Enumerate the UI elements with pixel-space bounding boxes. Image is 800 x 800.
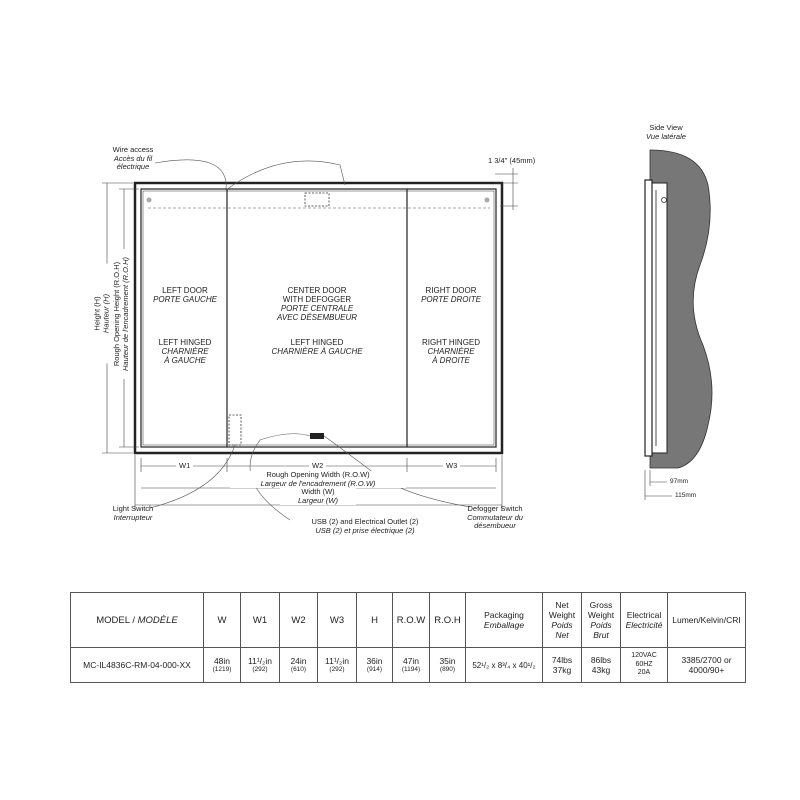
cell-lumen: 3385/2700 or 4000/90+ [668, 648, 746, 683]
cell-w1-mm: (292) [252, 666, 268, 673]
wire-access-fr-1: Accès du fil [113, 153, 153, 163]
width-label [280, 488, 356, 505]
row-en: Rough Opening Width (R.O.W) [266, 470, 370, 479]
hdr-h: H [357, 593, 393, 648]
hdr-net-1: Net [555, 600, 569, 610]
cell-w3 [318, 648, 357, 683]
roh-label [113, 249, 131, 379]
hdr-electrical-en: Electrical [626, 610, 662, 620]
right-door-label [408, 286, 494, 304]
light-switch-fr: Interrupteur [113, 512, 153, 522]
spec-table [70, 592, 746, 683]
cell-roh-mm: (890) [439, 666, 456, 673]
wire-access-box [305, 193, 329, 206]
usb-label [300, 518, 430, 535]
hdr-packaging [466, 593, 543, 648]
left-door-label [144, 286, 226, 304]
left-hinged-en: LEFT HINGED [158, 338, 212, 347]
hdr-w3: W3 [318, 593, 357, 648]
row-label [230, 471, 406, 488]
right-door-fr: PORTE DROITE [421, 295, 481, 304]
side-cabinet-front [645, 180, 652, 456]
cell-gross-lbs: 86lbs [590, 655, 612, 665]
hdr-row: R.O.W [393, 593, 430, 648]
spec-data-row [71, 648, 746, 683]
cell-w2 [280, 648, 318, 683]
cell-w-in: 48in [213, 656, 231, 666]
cell-w [204, 648, 241, 683]
cell-w2-mm: (610) [290, 666, 307, 673]
hdr-gross-fr-1: Poids [590, 620, 612, 630]
left-hinged-fr-1: CHARNIÈRE [161, 347, 209, 356]
cell-elec-1: 120VAC [631, 652, 657, 660]
cell-row-mm: (1194) [401, 666, 421, 673]
center-hinged-fr: CHARNIÈRE À GAUCHE [271, 347, 363, 356]
usb-fr: USB (2) et prise électrique (2) [315, 525, 415, 535]
wire-access-fr-2: électrique [116, 162, 150, 171]
cell-net-kg: 37kg [552, 665, 572, 675]
cell-net [543, 648, 582, 683]
hdr-packaging-en: Packaging [484, 610, 524, 620]
hdr-packaging-fr: Emballage [483, 620, 525, 630]
cell-packaging: 52¹/₂ x 8³/₄ x 40¹/₂ [466, 648, 543, 683]
center-door-en-2: WITH DEFOGGER [282, 295, 352, 304]
defogger-fr-2: désembueur [474, 521, 516, 530]
right-hinged-en: RIGHT HINGED [421, 338, 481, 347]
height-en: Height (H) [92, 296, 102, 331]
spec-header-row [71, 593, 746, 648]
light-switch-en: Light Switch [112, 504, 154, 513]
cell-h-in: 36in [366, 656, 383, 666]
center-hinged-label [228, 338, 406, 356]
center-door-en-1: CENTER DOOR [287, 286, 347, 295]
center-hinged-en: LEFT HINGED [290, 338, 344, 347]
hinge-dot-right [485, 198, 490, 203]
defogger-label [460, 505, 530, 531]
row-fr: Largeur de l'encadrement (R.O.W) [260, 478, 376, 488]
cell-w1-in: 11¹/₂in [248, 656, 272, 666]
hinge-dot-left [147, 198, 152, 203]
cell-elec-3: 20A [637, 669, 651, 677]
center-door-fr-2: AVEC DÉSEMBUEUR [276, 313, 358, 322]
right-hinged-fr-2: À DROITE [432, 356, 470, 365]
cell-h-mm: (914) [366, 666, 383, 673]
cell-w3-mm: (292) [329, 666, 345, 673]
hdr-w: W [204, 593, 241, 648]
roh-fr: Hauteur de l'encadrement (R.O.H) [120, 257, 130, 371]
wire-access-label [100, 146, 166, 172]
right-hinged-label [408, 338, 494, 365]
hdr-net [543, 593, 582, 648]
hdr-net-fr-2: Net [555, 630, 569, 640]
cell-roh [430, 648, 466, 683]
hdr-gross-1: Gross [589, 600, 613, 610]
center-door-label [228, 286, 406, 322]
side-dim-115-label: 115mm [675, 492, 697, 499]
hdr-model [71, 593, 204, 648]
hdr-net-fr-1: Poids [551, 620, 573, 630]
cell-w-mm: (1219) [212, 666, 232, 673]
cell-w2-in: 24in [290, 656, 307, 666]
hdr-gross [582, 593, 621, 648]
light-switch-leader [150, 445, 235, 508]
width-en: Width (W) [301, 487, 335, 496]
hdr-gross-fr-2: Brut [593, 630, 609, 640]
cell-row [393, 648, 430, 683]
hdr-electrical-fr: Electricité [625, 620, 663, 630]
side-view-en: Side View [649, 123, 683, 132]
depth-label: 1 3/4" (45mm) [488, 156, 536, 165]
left-door-en: LEFT DOOR [162, 286, 208, 295]
right-hinged-fr-1: CHARNIÈRE [427, 347, 475, 356]
height-label [94, 264, 111, 364]
hdr-gross-2: Weight [587, 610, 615, 620]
w3-label: W3 [443, 462, 460, 471]
cell-w1 [241, 648, 280, 683]
wire-access-en: Wire access [112, 145, 154, 154]
right-door-en: RIGHT DOOR [425, 286, 477, 295]
roh-en: Rough Opening Height (R.O.H) [112, 261, 121, 367]
cell-elec-2: 60HZ [635, 660, 653, 668]
cell-gross [582, 648, 621, 683]
hdr-lumen: Lumen/Kelvin/CRI [668, 593, 746, 648]
left-hinged-fr-2: À GAUCHE [164, 356, 206, 365]
cell-w3-in: 11¹/₂in [325, 656, 349, 666]
cell-roh-in: 35in [439, 656, 456, 666]
wire-access-leader-2 [226, 161, 345, 190]
hdr-net-2: Weight [548, 610, 576, 620]
defogger-en: Defogger Switch [467, 504, 523, 513]
hdr-w1: W1 [241, 593, 280, 648]
hdr-roh: R.O.H [430, 593, 466, 648]
w1-label: W1 [176, 462, 193, 471]
left-door-fr: PORTE GAUCHE [153, 295, 217, 304]
cell-model: MC-IL4836C-RM-04-000-XX [71, 648, 204, 683]
usb-en: USB (2) and Electrical Outlet (2) [311, 517, 419, 526]
height-fr: Hauteur (H) [101, 293, 110, 334]
left-hinged-label [144, 338, 226, 365]
light-switch-label [108, 505, 158, 522]
light-switch-box [229, 415, 241, 445]
usb-outlet [310, 433, 324, 439]
hdr-model-en: MODEL / [96, 614, 138, 626]
side-view-title [636, 124, 696, 141]
cell-gross-kg: 43kg [591, 665, 611, 675]
cell-row-in: 47in [402, 656, 420, 666]
cell-electrical [621, 648, 668, 683]
defogger-fr-1: Commutateur du [467, 512, 523, 522]
hdr-model-fr: MODÈLE [137, 614, 178, 626]
hdr-w2: W2 [280, 593, 318, 648]
width-fr: Largeur (W) [297, 495, 338, 505]
side-dim-97-label: 97mm [670, 478, 689, 485]
side-view-fr: Vue latérale [646, 131, 686, 141]
center-door-fr-1: PORTE CENTRALE [280, 304, 354, 313]
hdr-electrical [621, 593, 668, 648]
cell-h [357, 648, 393, 683]
cell-net-lbs: 74lbs [551, 655, 573, 665]
w2-label: W2 [309, 462, 326, 471]
